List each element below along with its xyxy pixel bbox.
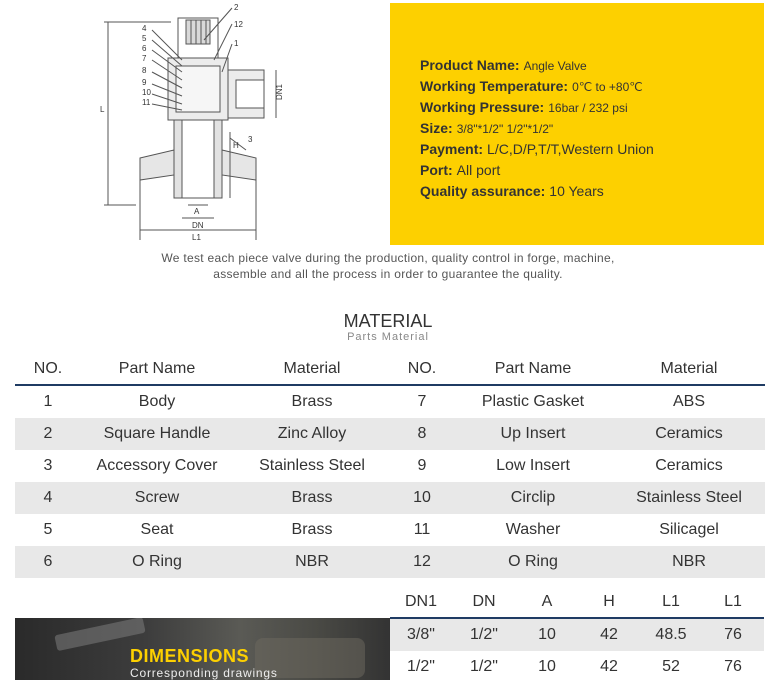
dimensions-table-cell: 1/2": [470, 658, 498, 675]
material-table-row: [15, 450, 765, 482]
dimensions-table-cell: 76: [702, 618, 764, 651]
material-table-cell: 7: [417, 393, 427, 410]
spec-label: Working Pressure:: [420, 99, 545, 115]
material-table-header-cell: NO.: [33, 360, 63, 377]
material-table-cell: O Ring: [81, 546, 233, 578]
dimensions-table-cell: 42: [578, 618, 640, 651]
spec-value: 0℃ to +80℃: [572, 80, 643, 94]
material-table-cell: Low Insert: [496, 457, 570, 474]
material-table-cell: 1: [43, 393, 53, 410]
material-table-cell: O Ring: [453, 546, 613, 578]
spec-row: [420, 160, 654, 181]
callout-11: 11: [142, 98, 151, 107]
material-table-cell: 2: [15, 418, 81, 450]
spec-row: [420, 55, 654, 76]
dim-label-dn: DN: [192, 221, 204, 230]
material-table-cell: Ceramics: [613, 418, 765, 450]
spec-value: 10 Years: [549, 183, 604, 199]
spec-value: All port: [456, 162, 501, 178]
spec-value: 3/8"*1/2" 1/2"*1/2": [456, 122, 554, 136]
dimensions-table-header: [390, 587, 764, 618]
material-table-row: [15, 385, 765, 418]
dim-label-h: H: [233, 141, 239, 150]
dim-label-l: L: [100, 105, 105, 114]
material-table-header-cell: Part Name: [494, 360, 572, 377]
dimensions-table-row: [390, 651, 764, 683]
dimensions-table-cell: 10: [516, 618, 578, 651]
quality-caption-line-1: We test each piece valve during the production, quality control in forge, machine,: [161, 251, 615, 265]
callout-3: 3: [248, 135, 253, 144]
material-table-body: [15, 385, 765, 578]
material-subtitle: Parts Material: [347, 331, 429, 343]
spec-label: Size:: [420, 120, 453, 136]
material-table-cell: 6: [15, 546, 81, 578]
dimensions-table-cell: 1/2": [407, 658, 435, 675]
spec-row: [420, 97, 654, 118]
dimensions-table-cell: 42: [600, 658, 618, 675]
spec-value: 16bar / 232 psi: [548, 101, 628, 115]
valve-drawing-svg: [96, 0, 296, 245]
spec-list: [420, 55, 654, 202]
dimensions-table: [390, 587, 764, 683]
material-table-cell: Stainless Steel: [613, 482, 765, 514]
dimensions-table-header-cell: DN: [472, 593, 496, 610]
spec-row: [420, 118, 654, 139]
dim-label-l1: L1: [192, 233, 201, 242]
material-table-cell: Body: [138, 393, 176, 410]
dimensions-table-header-cell: A: [541, 593, 553, 610]
spec-label: Working Temperature:: [420, 78, 569, 94]
callout-7: 7: [142, 54, 147, 63]
dim-label-a: A: [194, 207, 200, 216]
dimensions-banner: [15, 618, 390, 680]
material-table-cell: 4: [15, 482, 81, 514]
material-table-row: [15, 514, 765, 546]
material-table-cell: ABS: [672, 393, 705, 410]
spec-label: Payment:: [420, 141, 484, 157]
dimensions-banner-title: DIMENSIONS: [130, 646, 250, 666]
material-table-row: [15, 546, 765, 578]
quality-caption-line-2: assemble and all the process in order to guarantee the quality.: [213, 267, 563, 281]
material-table-cell: 11: [413, 521, 431, 538]
material-table-cell: Accessory Cover: [96, 457, 218, 474]
material-table-cell: 12: [391, 546, 453, 578]
spec-value: L/C,D/P,T/T,Western Union: [487, 141, 654, 157]
dimensions-banner-subtitle: Corresponding drawings: [130, 666, 278, 680]
material-table-cell: Ceramics: [655, 457, 723, 474]
dimensions-table-cell: 48.5: [640, 618, 702, 651]
dimensions-table-header-cell: L1: [662, 593, 680, 610]
material-table-cell: Screw: [81, 482, 233, 514]
callout-6: 6: [142, 44, 147, 53]
dimensions-table-cell: 1/2": [452, 618, 516, 651]
callout-8: 8: [142, 66, 147, 75]
material-table-cell: 3: [43, 457, 53, 474]
spec-row: [420, 76, 654, 97]
spec-label: Quality assurance:: [420, 183, 546, 199]
dim-label-dn1: DN1: [275, 83, 284, 100]
material-table-cell: 10: [391, 482, 453, 514]
spec-value: Angle Valve: [523, 59, 587, 73]
dimensions-table-cell: 52: [662, 658, 680, 675]
dimensions-table-cell: 3/8": [390, 618, 452, 651]
dimensions-table-header-cell: DN1: [404, 593, 437, 610]
material-table-cell: Zinc Alloy: [233, 418, 391, 450]
spec-row: [420, 139, 654, 160]
callout-2: 2: [234, 3, 239, 12]
material-table-cell: NBR: [613, 546, 765, 578]
material-table-cell: Brass: [233, 482, 391, 514]
material-table-header-cell: Material: [660, 360, 718, 377]
callout-5: 5: [142, 34, 147, 43]
callout-10: 10: [142, 88, 151, 97]
material-table-header-cell: Part Name: [118, 360, 196, 377]
callout-9: 9: [142, 78, 147, 87]
dimensions-table-header-cell: H: [603, 593, 615, 610]
material-table-cell: Up Insert: [453, 418, 613, 450]
material-table-cell: 5: [43, 521, 53, 538]
callout-4: 4: [142, 24, 147, 33]
callout-1: 1: [234, 39, 239, 48]
product-spec-panel: [390, 3, 764, 245]
material-table-row: [15, 418, 765, 450]
callout-12: 12: [234, 20, 243, 29]
material-table-cell: Square Handle: [81, 418, 233, 450]
material-table-cell: Brass: [291, 393, 333, 410]
spec-label: Product Name:: [420, 57, 520, 73]
material-table: [15, 354, 765, 578]
material-table-row: [15, 482, 765, 514]
material-table-cell: Seat: [140, 521, 174, 538]
material-table-header-cell: NO.: [407, 360, 437, 377]
material-table-header: [15, 354, 765, 385]
material-table-cell: Circlip: [453, 482, 613, 514]
material-table-cell: Brass: [291, 521, 333, 538]
material-title: MATERIAL: [343, 311, 433, 331]
dimensions-table-cell: 76: [724, 658, 742, 675]
material-table-header-cell: Material: [283, 360, 341, 377]
material-table-cell: Plastic Gasket: [481, 393, 585, 410]
material-table-cell: 9: [417, 457, 427, 474]
dimensions-table-body: [390, 618, 764, 683]
material-table-cell: NBR: [233, 546, 391, 578]
valve-technical-drawing: [96, 0, 296, 245]
dimensions-table-cell: 10: [538, 658, 556, 675]
dimensions-table-header-cell: L1: [724, 593, 742, 610]
material-table-cell: Washer: [505, 521, 561, 538]
spec-label: Port:: [420, 162, 453, 178]
spec-row: [420, 181, 654, 202]
material-table-cell: Stainless Steel: [259, 457, 365, 474]
dimensions-table-row: [390, 618, 764, 651]
material-table-cell: Silicagel: [659, 521, 719, 538]
material-table-cell: 8: [391, 418, 453, 450]
